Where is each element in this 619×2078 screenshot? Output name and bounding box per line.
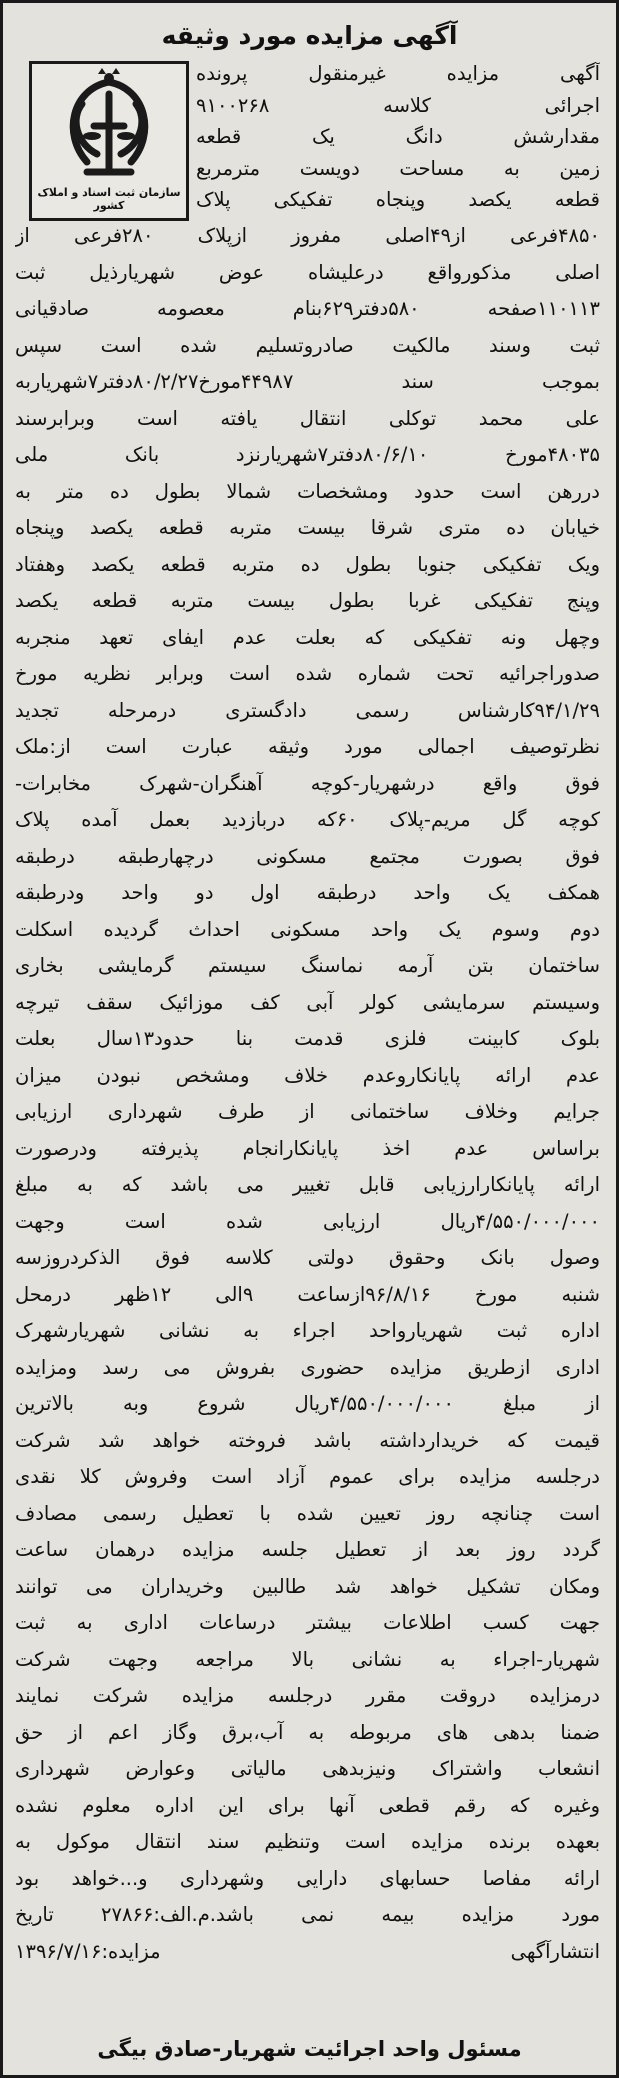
notice-line: همکف یک واحد درطبقه اول دو واحد ودرطبقه <box>15 881 600 904</box>
notice-line: ارائه پایانکارارزیابی قابل تغییر می باشد که به مبلغ <box>15 1173 600 1196</box>
notice-line: است چنانچه روز تعیین شده با تعطیل رسمی مصادف <box>15 1501 600 1525</box>
notice-line: بلوک کابینت فلزی قدمت بنا حدود۱۳سال بعلت <box>15 1027 600 1050</box>
notice-line: قیمت که خریدارداشته باشد فروخته خواهد شد شرکت <box>15 1428 600 1452</box>
notice-line: وسیستم سرمایشی کولر آبی کف موزائیک سقف تیرچه <box>15 990 600 1014</box>
notice-line: ثبت وسند مالکیت صادروتسلیم شده است سپس <box>15 333 600 357</box>
logo-caption: سازمان ثبت اسناد و املاک کشور <box>37 186 181 212</box>
organization-logo <box>29 61 189 221</box>
notice-line: شهریار-اجراء به نشانی بالا مراجعه وجهت شرکت <box>15 1647 600 1671</box>
notice-line: قطعه یکصد وپنجاه تفکیکی پلاک <box>196 188 600 211</box>
notice-line: مورد مزایده بیمه نمی باشد.م.الف:۲۷۸۶۶ تاریخ <box>15 1903 600 1926</box>
notice-line: ۴۸۵۰فرعی از۴۹اصلی مفروز ازپلاک ۲۸۰فرعی از <box>15 224 600 247</box>
notice-line: نظرتوصیف اجمالی مورد وثیقه عبارت است از:ملک <box>15 735 600 758</box>
notice-line: بموجب سند ۴۴۹۸۷مورخ۸۰/۲/۲۷دفتر۷شهریاربه <box>15 370 600 393</box>
notice-line: انتشارآگهی مزایده:۱۳۹۶/۷/۱۶ <box>15 1939 600 1963</box>
notice-line: اجرائی کلاسه ۹۱۰۰۲۶۸ <box>196 93 600 117</box>
notice-line: از مبلغ ۴/۵۵۰/۰۰۰/۰۰۰ریال شروع وبه بالاترین <box>15 1392 600 1415</box>
notice-line: ویک تفکیکی جنوبا بطول ده متربه قطعه یکصد وهفتاد <box>15 552 600 576</box>
notice-line: علی محمد توکلی انتقال یافته است وبرابرسند <box>15 406 600 430</box>
notice-line: درمزایده دروقت مقرر درجلسه مزایده شرکت نمایند <box>15 1684 600 1707</box>
notice-line: کوچه گل مریم-پلاک ۶۰که دربازدید بعمل آمده پلاک <box>15 808 600 831</box>
notice-line: آگهی مزایده غیرمنقول پرونده <box>196 62 600 85</box>
notice-line: بعهده برنده مزایده است وتنظیم سند انتقال موکول به <box>15 1830 600 1853</box>
notice-line: براساس عدم اخذ پایانکارانجام پذیرفته ودرصورت <box>15 1136 600 1160</box>
notice-line: دررهن است حدود ومشخصات شمالا بطول ده متر به <box>15 479 600 503</box>
notice-line: ومکان تشکیل خواهد شد طالبین وخریداران می توانند <box>15 1574 600 1598</box>
notice-line: وغیره که رقم قطعی آنها برای این اداره معلوم نشده <box>15 1793 600 1817</box>
notice-line: مقدارشش دانگ یک قطعه <box>196 125 600 148</box>
notice-line: ارائه مفاصا حسابهای دارایی وشهرداری و...خواهد بود <box>15 1866 600 1890</box>
notice-line: خیابان ده متری شرقا بیست متربه قطعه یکصد وپنجاه <box>15 516 600 539</box>
notice-line: اداره ثبت شهریارواحد اجراء به نشانی شهریارشهرک <box>15 1319 600 1342</box>
notice-line: درجلسه مزایده برای عموم آزاد است وفروش کلا نقدی <box>15 1465 600 1488</box>
notice-line: زمین به مساحت دویست مترمربع <box>196 156 600 180</box>
notice-line: اصلی مذکورواقع درعلیشاه عوض شهریارذیل ثبت <box>15 260 600 284</box>
notice-line: گردد روز بعد از تعطیل جلسه مزایده درهمان ساعت <box>15 1538 600 1561</box>
notice-line: اداری ازطریق مزایده حضوری بفروش می رسد ومزایده <box>15 1355 600 1379</box>
notice-line: وچهل ونه تفکیکی که بعلت عدم ایفای تعهد منجربه <box>15 625 600 649</box>
notice-line: فوق بصورت مجتمع مسکونی درچهارطبقه درطبقه <box>15 844 600 868</box>
notice-line: جهت کسب اطلاعات بیشتر درساعات اداری به ثبت <box>15 1611 600 1634</box>
notice-line: انشعاب واشتراک ونیزبدهی مالیاتی وعوارض شهرداری <box>15 1757 600 1780</box>
notice-line: فوق واقع درشهریار-کوچه آهنگران-شهرک مخابرات- <box>15 771 600 795</box>
notice-line: ۹۴/۱/۲۹کارشناس رسمی دادگستری درمرحله تجدید <box>15 698 600 722</box>
notice-line: عدم ارائه پایانکاروعدم خلاف ومشخص نبودن میزان <box>15 1063 600 1087</box>
notice-line: ساختمان بتن آرمه نماسنگ سیستم گرمایشی بخاری <box>15 954 600 977</box>
signature-line: مسئول واحد اجرائیت شهریار-صادق بیگی <box>97 2037 522 2061</box>
notice-line: شنبه مورخ ۹۶/۸/۱۶ازساعت ۹الی ۱۲ظهر درمحل <box>15 1282 600 1306</box>
notice-line: وپنج تفکیکی غربا بطول بیست متربه قطعه یکصد <box>15 589 600 612</box>
notice-line: صدوراجرائیه تحت شماره شده است وبرابر نظریه مورخ <box>15 662 600 685</box>
notice-line: ۴۸۰۳۵مورخ ۸۰/۶/۱۰دفتر۷شهریارنزد بانک ملی <box>15 443 600 466</box>
notice-line: ۱۱۰۱۱۳صفحه ۵۸۰دفتر۶۲۹بنام معصومه صادقیانی <box>15 297 600 320</box>
judiciary-emblem-icon <box>32 64 186 189</box>
notice-line: جرایم وخلاف ساختمانی از طرف شهرداری ارزیابی <box>15 1100 600 1123</box>
notice-line: ضمنا بدهی های مربوطه به آب،برق وگاز اعم از حق <box>15 1720 600 1744</box>
notice-line: دوم وسوم یک واحد مسکونی احداث گردیده اسکلت <box>15 917 600 941</box>
notice-title: آگهی مزایده مورد وثیقه <box>161 21 458 50</box>
notice-line: ۴/۵۵۰/۰۰۰/۰۰۰ریال ارزیابی شده است وجهت <box>15 1209 600 1233</box>
notice-line: وصول بانک وحقوق دولتی کلاسه فوق الذکردروزسه <box>15 1246 600 1269</box>
